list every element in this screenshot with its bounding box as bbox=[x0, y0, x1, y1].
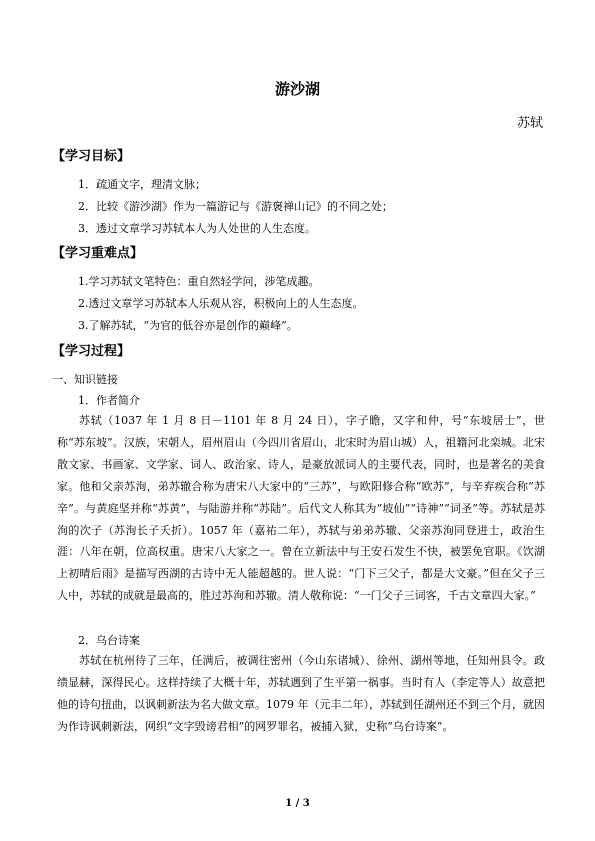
key-point-item: 1.学习苏轼文笔特色：重自然轻学问，涉笔成趣。 bbox=[78, 275, 320, 288]
page-number: 1 / 3 bbox=[285, 798, 310, 809]
subsection-author-intro: 1．作者简介 bbox=[78, 394, 140, 407]
author-name: 苏轼 bbox=[516, 116, 543, 131]
objective-item: 1．疏通文字，理清文脉； bbox=[78, 178, 206, 191]
section-knowledge-link: 一、知识链接 bbox=[52, 373, 118, 386]
subsection-wutai-case: 2．乌台诗案 bbox=[78, 634, 140, 647]
key-point-item: 2.透过文章学习苏轼本人乐观从容，积极向上的人生态度。 bbox=[78, 297, 364, 310]
key-points-heading: 【学习重难点】 bbox=[52, 246, 144, 261]
wutai-case-paragraph: 苏轼在杭州待了三年，任满后，被调往密州（今山东诸城）、徐州、湖州等地，任知州县令。政绩显赫，深得民心。这样持续了大概十年，苏轼遇到了生平第一祸事。当时有人（李定等人）故意把他的诗句扭曲，以讽刺新法为名大做文章。1079 年（元丰二年），苏轼到任湖州还不到三个月，就因为作诗讽刺新法，网织“文字毁谤君相”的网罗罪名，被捕入狱，史称“乌台诗案”。 bbox=[57, 654, 545, 733]
process-heading: 【学习过程】 bbox=[52, 344, 131, 359]
objective-item: 3．透过文章学习苏轼本人为人处世的人生态度。 bbox=[78, 222, 316, 235]
author-biography-paragraph: 苏轼（1037 年 1 月 8 日－1101 年 8 月 24 日），字子瞻，又字和仲，号“东坡居士”，世称“苏东坡”。汉族，宋朝人，眉州眉山（今四川省眉山，北宋时为眉山城）人，祖籍河北栾城。北宋散文家、书画家、文学家、词人、政治家、诗人，是豪放派词人的主要代表，同时，也是著名的美食家。他和父亲苏洵，弟苏辙合称为唐宋八大家中的“三苏”，与欧阳修合称“欧苏”，与辛弃疾合称“苏辛”。与黄庭坚并称“苏黄”，与陆游并称“苏陆”。后代文人称其为“坡仙”“诗神”“词圣”等。苏轼是苏洵的次子（苏洵长子夭折）。1057 年（嘉祐二年），苏轼与弟弟苏辙、父亲苏洵同登进士，政治生涯：八年在朝，位高权重。唐宋八大家之一。曾在立新法中与王安石发生不快，被罢免官职。《饮湖上初晴后雨》是描写西湖的古诗中无人能超越的。世人说：“门下三父子，都是大文豪。”但在父子三人中，苏轼的成就是最高的，胜过苏洵和苏辙。清人敬称说：“一门父子三词客，千古文章四大家。” bbox=[57, 414, 545, 603]
key-point-item: 3.了解苏轼，“为官的低谷亦是创作的巅峰”。 bbox=[78, 319, 298, 332]
document-title: 游沙湖 bbox=[274, 80, 320, 98]
objectives-heading: 【学习目标】 bbox=[52, 149, 131, 164]
objective-item: 2．比较《游沙湖》作为一篇游记与《游褒禅山记》的不同之处； bbox=[78, 200, 393, 213]
